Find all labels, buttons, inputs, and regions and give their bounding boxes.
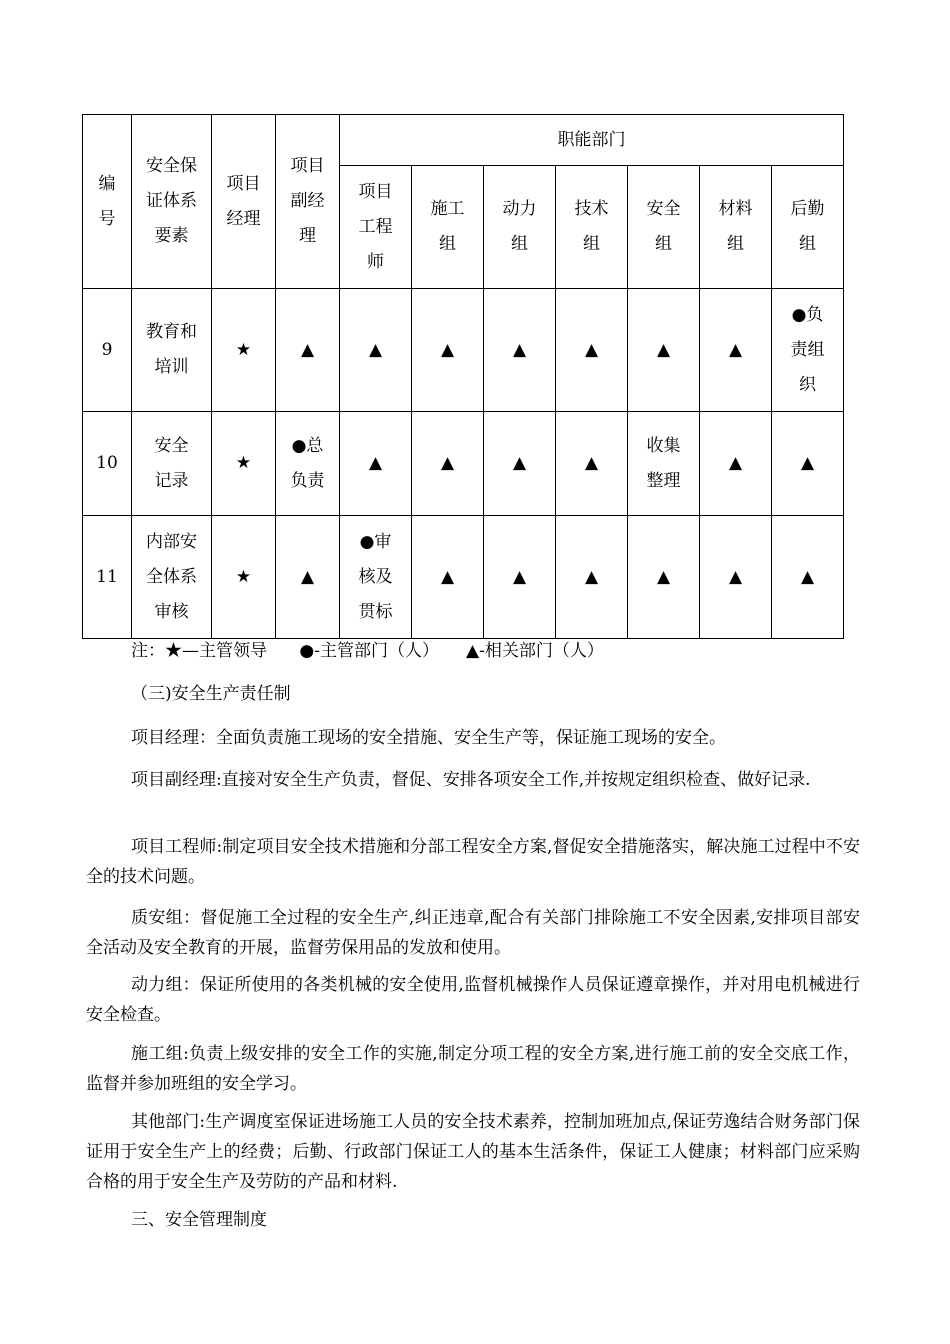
paragraph: 项目工程师:制定项目安全技术措施和分部工程安全方案,督促安全措施落实，解决施工过程中不安全的技术问题。 [86,837,860,887]
row-dpm: ▲ [276,516,340,639]
row-dept-cell: ▲ [412,289,484,412]
header-dept: 后勤组 [772,166,844,289]
row-dept-cell: ▲ [556,289,628,412]
row-dept-cell: ▲ [340,412,412,516]
row-number: 10 [83,412,132,516]
row-dept-cell: ●负责组织 [772,289,844,412]
table-row [83,289,844,412]
header-dept: 安全组 [628,166,700,289]
row-element: 内部安全体系审核 [132,516,212,639]
paragraph: 动力组：保证所使用的各类机械的安全使用,监督机械操作人员保证遵章操作，并对用电机械进行安全检查。 [86,975,860,1025]
section-heading: （三)安全生产责任制 [131,684,291,704]
row-number: 11 [83,516,132,639]
row-dept-cell: ▲ [556,516,628,639]
table-legend-note: 注：★—主管领导 ●-主管部门（人） ▲-相关部门（人） [131,641,604,661]
header-dept: 项目工程师 [340,166,412,289]
paragraph: 施工组:负责上级安排的安全工作的实施,制定分项工程的安全方案,进行施工前的安全交底工作，监督并参加班组的安全学习。 [86,1044,860,1094]
responsibility-table [82,114,844,639]
row-dept-cell: ▲ [556,412,628,516]
row-dept-cell: ▲ [700,516,772,639]
header-dept-group: 职能部门 [340,115,844,166]
paragraph: 质安组：督促施工全过程的安全生产,纠正违章,配合有关部门排除施工不安全因素,安排项目部安全活动及安全教育的开展，监督劳保用品的发放和使用。 [86,908,860,958]
header-dept: 材料组 [700,166,772,289]
row-dept-cell: ▲ [700,412,772,516]
row-dept-cell: ●审核及贯标 [340,516,412,639]
row-dept-cell: ▲ [772,516,844,639]
row-dept-cell: ▲ [412,412,484,516]
paragraph: 项目经理：全面负责施工现场的安全措施、安全生产等，保证施工现场的安全。 [131,728,726,748]
row-dept-cell: ▲ [772,412,844,516]
paragraph: 其他部门:生产调度室保证进场施工人员的安全技术素养，控制加班加点,保证劳逸结合财务部门保证用于安全生产上的经费；后勤、行政部门保证工人的基本生活条件，保证工人健康；材料部门应采购合格的用于安全生产及劳防的产品和材料. [86,1112,860,1192]
table-row [83,412,844,516]
row-dept-cell: ▲ [700,289,772,412]
header-pm: 项目经理 [212,115,276,289]
row-pm: ★ [212,412,276,516]
row-dept-cell: ▲ [340,289,412,412]
chapter-heading: 三、安全管理制度 [131,1210,267,1230]
row-number: 9 [83,289,132,412]
row-element: 安全记录 [132,412,212,516]
row-pm: ★ [212,289,276,412]
row-dept-cell: ▲ [628,516,700,639]
header-dept: 动力组 [484,166,556,289]
row-dept-cell: ▲ [484,412,556,516]
row-dpm: ●总负责 [276,412,340,516]
row-dept-cell: ▲ [412,516,484,639]
header-dept: 施工组 [412,166,484,289]
row-dept-cell: 收集整理 [628,412,700,516]
row-dept-cell: ▲ [484,289,556,412]
row-dept-cell: ▲ [628,289,700,412]
header-row-top [83,115,844,166]
header-number: 编号 [83,115,132,289]
row-dpm: ▲ [276,289,340,412]
table-row [83,516,844,639]
header-dept: 技术组 [556,166,628,289]
row-pm: ★ [212,516,276,639]
header-element: 安全保证体系要素 [132,115,212,289]
row-dept-cell: ▲ [484,516,556,639]
paragraph: 项目副经理:直接对安全生产负责，督促、安排各项安全工作,并按规定组织检查、做好记录. [131,770,811,790]
header-dpm: 项目副经理 [276,115,340,289]
row-element: 教育和培训 [132,289,212,412]
